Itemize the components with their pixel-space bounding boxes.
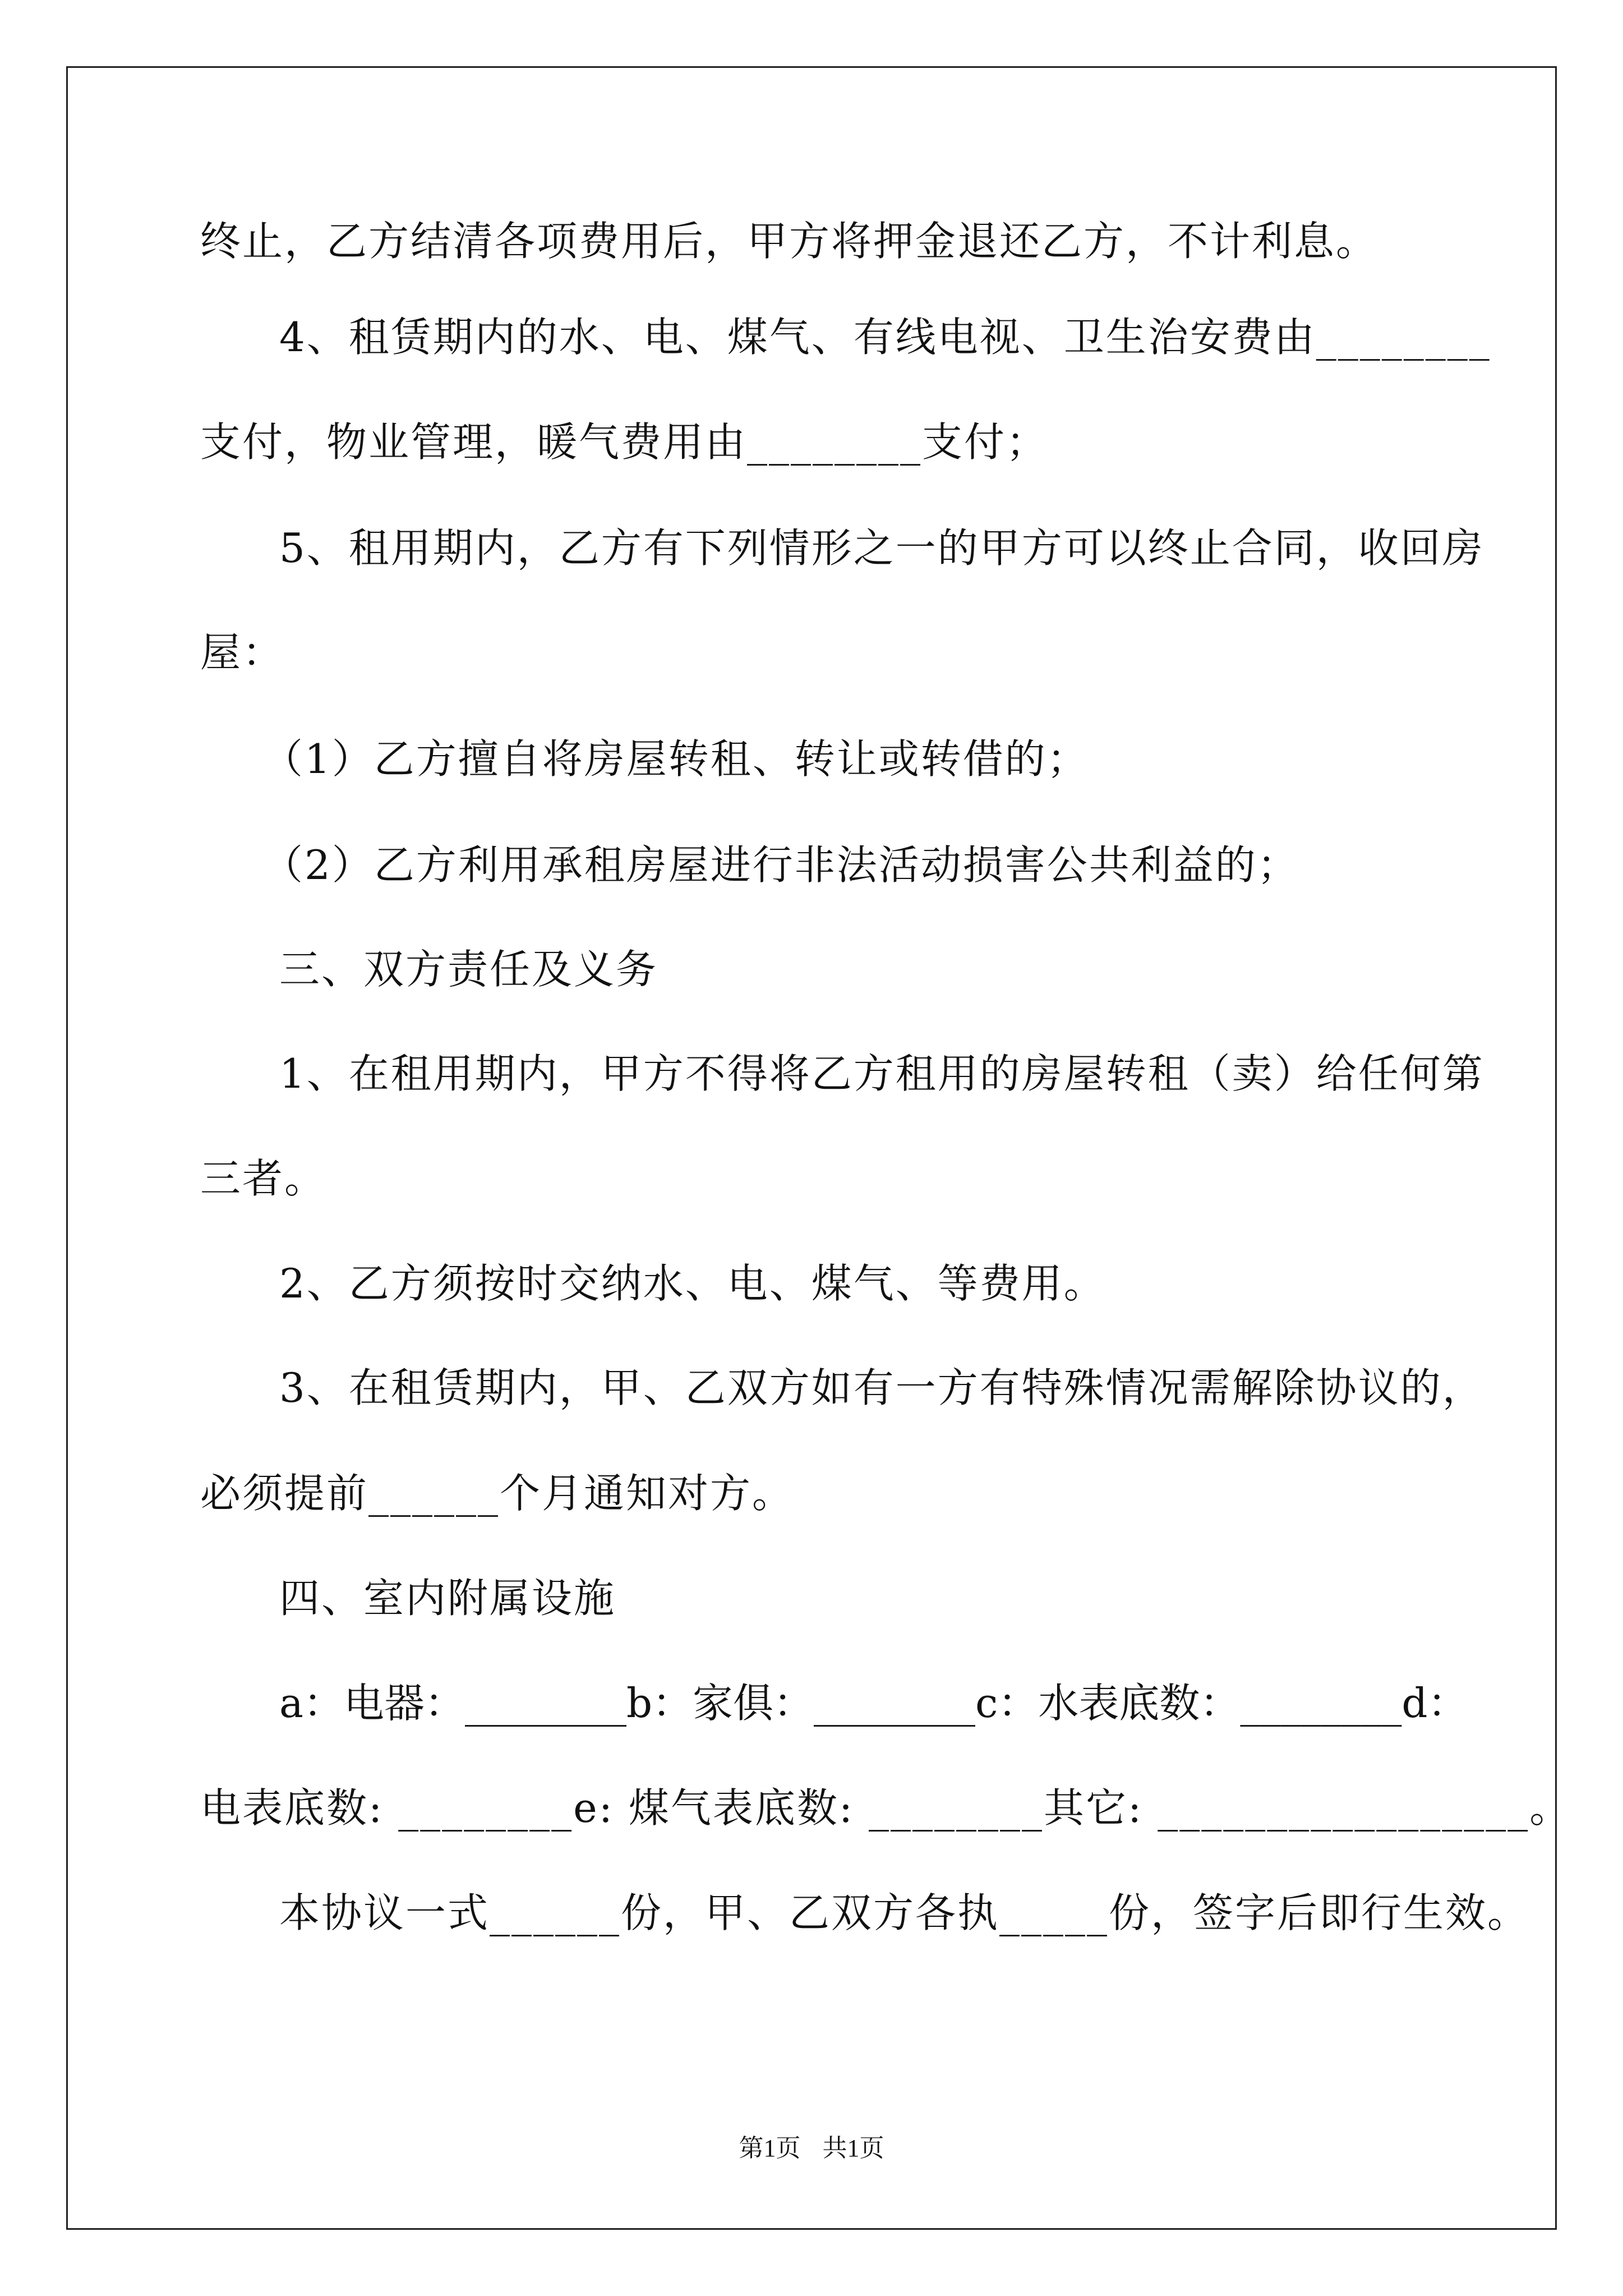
paragraph-line-4: 5、租用期内，乙方有下列情形之一的甲方可以终止合同，收回房 [279, 524, 1484, 572]
paragraph-line-9: 1、在租用期内，甲方不得将乙方租用的房屋转租（卖）给任何第 [279, 1050, 1484, 1097]
paragraph-line-16: 电表底数: ________e: 煤气表底数: ________其它: _________________。 [200, 1784, 1572, 1832]
paragraph-line-1: 终止，乙方结清各项费用后，甲方将押金退还乙方，不计利息。 [200, 218, 1378, 265]
paragraph-line-6: （1）乙方擅自将房屋转租、转让或转借的； [262, 735, 1089, 783]
paragraph-line-11: 2、乙方须按时交纳水、电、煤气、等费用。 [279, 1260, 1106, 1307]
paragraph-line-13: 必须提前______个月通知对方。 [200, 1470, 795, 1517]
paragraph-line-12: 3、在租赁期内，甲、乙双方如有一方有特殊情况需解除协议的， [279, 1364, 1484, 1411]
paragraph-line-7: （2）乙方利用承租房屋进行非法活动损害公共利益的； [262, 841, 1299, 889]
page-number-total: 共1页 [822, 2134, 884, 2162]
paragraph-line-3: 支付，物业管理，暖气费用由________支付； [200, 418, 1049, 466]
paragraph-line-10: 三者。 [200, 1155, 327, 1202]
paragraph-line-5: 屋： [200, 629, 285, 676]
facility-furniture-field: 家俱：________c： [693, 1680, 1039, 1727]
section-heading-4: 四、室内附属设施 [279, 1575, 616, 1622]
facility-a-label: a： [279, 1680, 344, 1727]
paragraph-line-17: 本协议一式______份，甲、乙双方各执_____份，签字后即行生效。 [279, 1889, 1530, 1936]
facility-water-meter-field: 水表底数：________d： [1038, 1680, 1468, 1727]
facility-electric-field: 电器：________b： [343, 1680, 693, 1727]
section-heading-3: 三、双方责任及义务 [279, 946, 658, 993]
paragraph-line-2: 4、租赁期内的水、电、煤气、有线电视、卫生治安费由________ [279, 314, 1491, 361]
page-footer [0, 2132, 1623, 2165]
page-number-current: 第1页 [739, 2134, 801, 2162]
facilities-line-1 [279, 1676, 1468, 1730]
